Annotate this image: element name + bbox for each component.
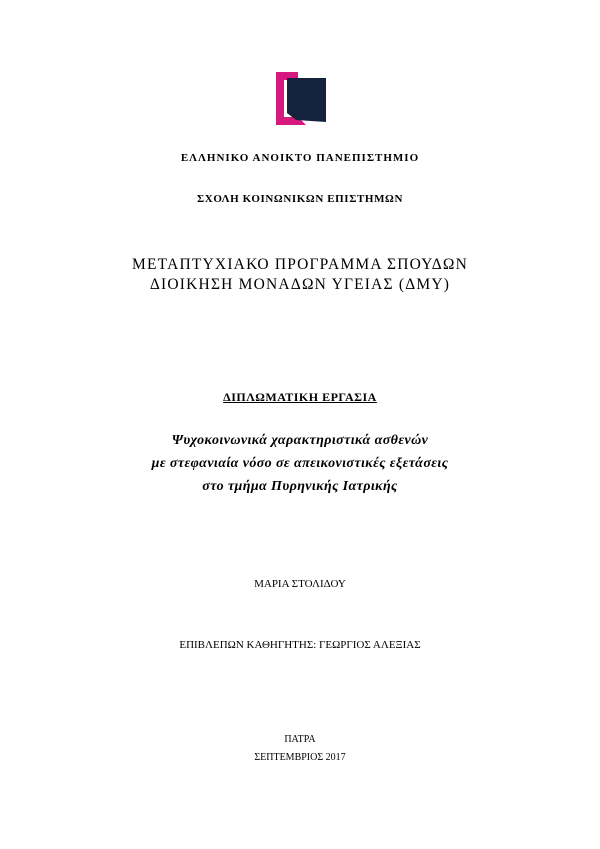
thesis-title-line-1: Ψυχοκοινωνικά χαρακτηριστικά ασθενών <box>171 433 429 448</box>
program-name: ΜΕΤΑΠΤΥΧΙΑΚΟ ΠΡΟΓΡΑΜΜΑ ΣΠΟΥΔΩΝ <box>132 256 468 273</box>
thesis-title-line-2: με στεφανιαία νόσο σε απεικονιστικές εξετάσεις <box>151 456 449 471</box>
supervisor-line: ΕΠΙΒΛΕΠΩΝ ΚΑΘΗΓΗΤΗΣ: ΓΕΩΡΓΙΟΣ ΑΛΕΞΙΑΣ <box>179 639 421 651</box>
university-name: ΕΛΛΗΝΙΚΟ ΑΝΟΙΚΤΟ ΠΑΝΕΠΙΣΤΗΜΙΟ <box>180 152 420 164</box>
author-name: ΜΑΡΙΑ ΣΤΟΛΙΔΟΥ <box>254 578 346 590</box>
document-type: ΔΙΠΛΩΜΑΤΙΚΗ ΕΡΓΑΣΙΑ <box>223 390 377 404</box>
date: ΣΕΠΤΕΜΒΡΙΟΣ 2017 <box>254 752 346 763</box>
open-book-logo-icon <box>276 72 326 127</box>
thesis-title-line-3: στο τμήμα Πυρηνικής Ιατρικής <box>202 479 398 494</box>
logo-navy-shape <box>287 78 326 122</box>
program-specialization: ΔΙΟΙΚΗΣΗ ΜΟΝΑΔΩΝ ΥΓΕΙΑΣ (ΔΜΥ) <box>149 276 451 293</box>
school-name: ΣΧΟΛΗ ΚΟΙΝΩΝΙΚΩΝ ΕΠΙΣΤΗΜΩΝ <box>196 193 404 205</box>
city: ΠΑΤΡΑ <box>284 734 316 745</box>
